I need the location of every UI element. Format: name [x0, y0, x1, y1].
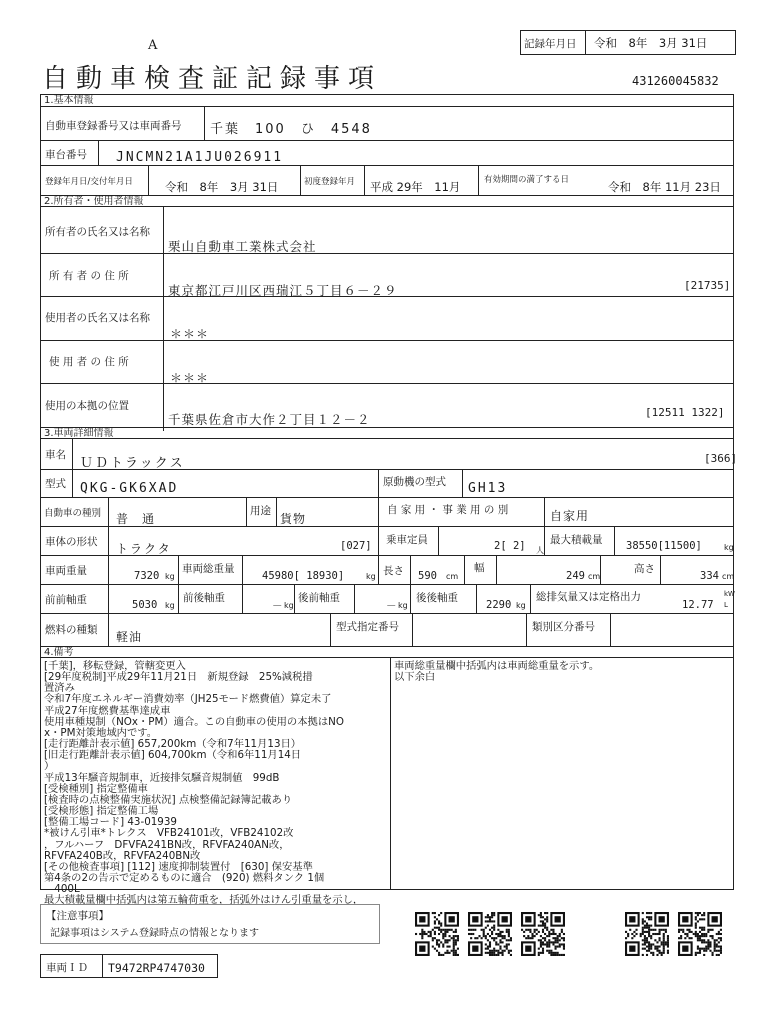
maker-label: 車名: [45, 449, 66, 461]
vehicle-id-value: T9472RP4747030: [108, 961, 205, 975]
engine-label: 原動機の型式: [383, 476, 446, 488]
rear-front-axle-label: 後前軸重: [298, 592, 340, 604]
front-rear-axle-label: 前後軸重: [183, 592, 225, 604]
corner-mark: A: [148, 38, 158, 53]
owner-name-label: 所有者の氏名又は名称: [45, 226, 150, 238]
width-label: 幅: [474, 562, 485, 574]
user-address-value: ＊＊＊: [170, 371, 210, 385]
rear-rear-axle-unit: kg: [516, 601, 526, 610]
qr-code-icon: [468, 912, 512, 956]
chassis-label: 車台番号: [45, 149, 87, 161]
rear-rear-axle-value: 2290: [486, 599, 512, 611]
owner-address-code: [21735]: [684, 279, 731, 292]
notes-text: 記録事項はシステム登録時点の情報となります: [50, 928, 259, 939]
reg-number-label: 自動車登録番号又は車両番号: [45, 120, 182, 132]
vehicle-weight-label: 車両重量: [45, 565, 87, 577]
owner-name-value: 栗山自動車工業株式会社: [168, 239, 317, 254]
gross-weight-unit: kg: [366, 572, 376, 581]
use-value: 貨物: [280, 512, 307, 526]
front-front-axle-label: 前前軸重: [45, 594, 87, 606]
type-designation-label: 型式指定番号: [336, 621, 399, 633]
qr-code-icon: [678, 912, 722, 956]
length-label: 長さ: [383, 565, 404, 577]
record-date-value: 令和 8年 3月 31日: [594, 36, 708, 50]
engine-value: GH13: [468, 481, 508, 496]
width-value: 249: [566, 570, 585, 582]
base-location-value: 千葉県佐倉市大作２丁目１２－２: [168, 412, 371, 427]
record-date-label: 記録年月日: [524, 38, 577, 50]
purpose-value: 自家用: [550, 509, 590, 523]
model-label: 型式: [45, 478, 66, 490]
section-vehicle-heading: 3.車両詳細情報: [40, 427, 734, 439]
capacity-unit: 人: [536, 546, 544, 555]
front-rear-axle-value: －: [272, 600, 283, 612]
body-shape-value: トラクタ: [116, 542, 172, 556]
rear-front-axle-unit: kg: [398, 601, 408, 610]
front-front-axle-value: 5030: [132, 599, 158, 611]
purpose-label: 自 家 用 ・ 事 業 用 の 別: [387, 504, 509, 516]
displacement-unit-kw: kW: [724, 590, 735, 598]
displacement-value: 12.77: [682, 599, 714, 611]
body-shape-code: [027]: [340, 540, 372, 552]
height-value: 334: [700, 570, 719, 582]
rear-rear-axle-label: 後後軸重: [416, 592, 458, 604]
maker-value: ＵＤトラックス: [80, 456, 185, 471]
section-remarks-heading: 4.備考: [40, 646, 734, 658]
capacity-label: 乗車定員: [386, 534, 428, 546]
rear-front-axle-value: －: [386, 600, 397, 612]
base-location-label: 使用の本拠の位置: [45, 400, 129, 412]
document-number: 431260045832: [632, 74, 719, 88]
front-rear-axle-unit: kg: [284, 601, 294, 610]
reg-date-label: 登録年月日/交付年月日: [45, 177, 133, 187]
displacement-unit-l: L: [724, 601, 728, 609]
use-label: 用途: [250, 505, 271, 517]
max-load-unit: kg: [724, 543, 734, 552]
displacement-label: 総排気量又は定格出力: [536, 591, 641, 603]
vehicle-weight-value: 7320: [134, 570, 160, 582]
capacity-value: 2[ 2]: [494, 540, 526, 552]
fuel-type-label: 燃料の種類: [45, 624, 98, 636]
category-number-label: 類別区分番号: [532, 621, 595, 633]
owner-address-value: 東京都江戸川区西瑞江５丁目６－２９: [168, 283, 398, 298]
reg-number-value: 千葉 100 ひ 4548: [210, 122, 372, 137]
vehicle-id-label: 車両ＩＤ: [46, 962, 88, 974]
qr-code-icon: [415, 912, 459, 956]
first-reg-label: 初度登録年月: [304, 177, 356, 187]
length-unit: cm: [446, 572, 459, 581]
max-load-value: 38550[11500]: [626, 540, 702, 552]
model-value: QKG-GK6XAD: [80, 481, 179, 496]
gross-weight-label: 車両総重量: [182, 563, 235, 575]
vehicle-weight-unit: kg: [165, 572, 175, 581]
width-unit: cm: [588, 572, 601, 581]
vehicle-kind-value: 普 通: [116, 512, 156, 526]
height-unit: cm: [722, 572, 735, 581]
body-shape-label: 車体の形状: [45, 536, 98, 548]
gross-weight-value: 45980[ 18930]: [262, 570, 345, 582]
owner-address-label: 所 有 者 の 住 所: [49, 270, 129, 282]
length-value: 590: [418, 570, 437, 582]
user-name-label: 使用者の氏名又は名称: [45, 312, 150, 324]
base-location-code: [12511 1322]: [645, 406, 725, 419]
remarks-right: 車両総重量欄中括弧内は車両総重量を示す。 以下余白: [394, 660, 600, 684]
notes-heading: 【注意事項】: [46, 910, 109, 922]
remarks-left: [千葉]，移転登録，管轄変更入 [29年度税制]平成29年11月21日 新規登録 25%減税措 置済み 令和7年度エネルギー消費効率（JH25モード燃費値）算定未了 平成27年度燃費基準達成車 使用車種規制（NOx・PM）適合。この自動車の使用の本拠はNO x・PM対策地域内です。 [走行距離計表示値] 657,200km（令和7年11月13日） [旧走行距離計表示値] 604,700km（令和6年11月14日 ） 平成13年騒音規制車，近接排気騒音規制値 99dB [受検種別] 指定整備車 [検査時の点検整備実施状況] 点検整備記録簿記載あり [受検形態] 指定整備工場 [整備工場コード] 43-01939 *被けん引車*トレクス VFB24101改，VFB24102改 ，フルハーフ DFVFA241BN改，RFVFA240AN改， RFVFA240B改，RFVFA240BN改 [その他検査事項] [112] 速度抑制装置付 [630] 保安基準 第4条の2の告示で定めるものに適合 (920) 燃料タンク 1個 400L 最大積載量欄中括弧内は第五輪荷重を，括弧外はけん引重量を示し，: [44, 660, 364, 907]
expiry-label: 有効期間の満了する日: [484, 175, 570, 185]
expiry-value: 令和 8年 11月 23日: [608, 180, 721, 194]
section-basic-info-heading: 1.基本情報: [40, 95, 734, 107]
front-front-axle-unit: kg: [165, 601, 175, 610]
vehicle-kind-label: 自動車の種別: [44, 508, 102, 519]
maker-code: [366]: [704, 452, 738, 465]
reg-date-value: 令和 8年 3月 31日: [165, 180, 279, 194]
user-address-label: 使 用 者 の 住 所: [49, 356, 129, 368]
page-title: 自動車検査証記録事項: [42, 64, 383, 94]
user-name-value: ＊＊＊: [170, 327, 210, 341]
qr-code-icon: [625, 912, 669, 956]
fuel-type-value: 軽油: [116, 630, 143, 644]
first-reg-value: 平成 29年 11月: [370, 180, 461, 194]
section-owner-heading: 2.所有者・使用者情報: [40, 195, 734, 207]
height-label: 高さ: [634, 563, 655, 575]
qr-code-icon: [521, 912, 565, 956]
max-load-label: 最大積載量: [550, 534, 603, 546]
chassis-value: JNCMN21A1JU026911: [116, 150, 284, 165]
